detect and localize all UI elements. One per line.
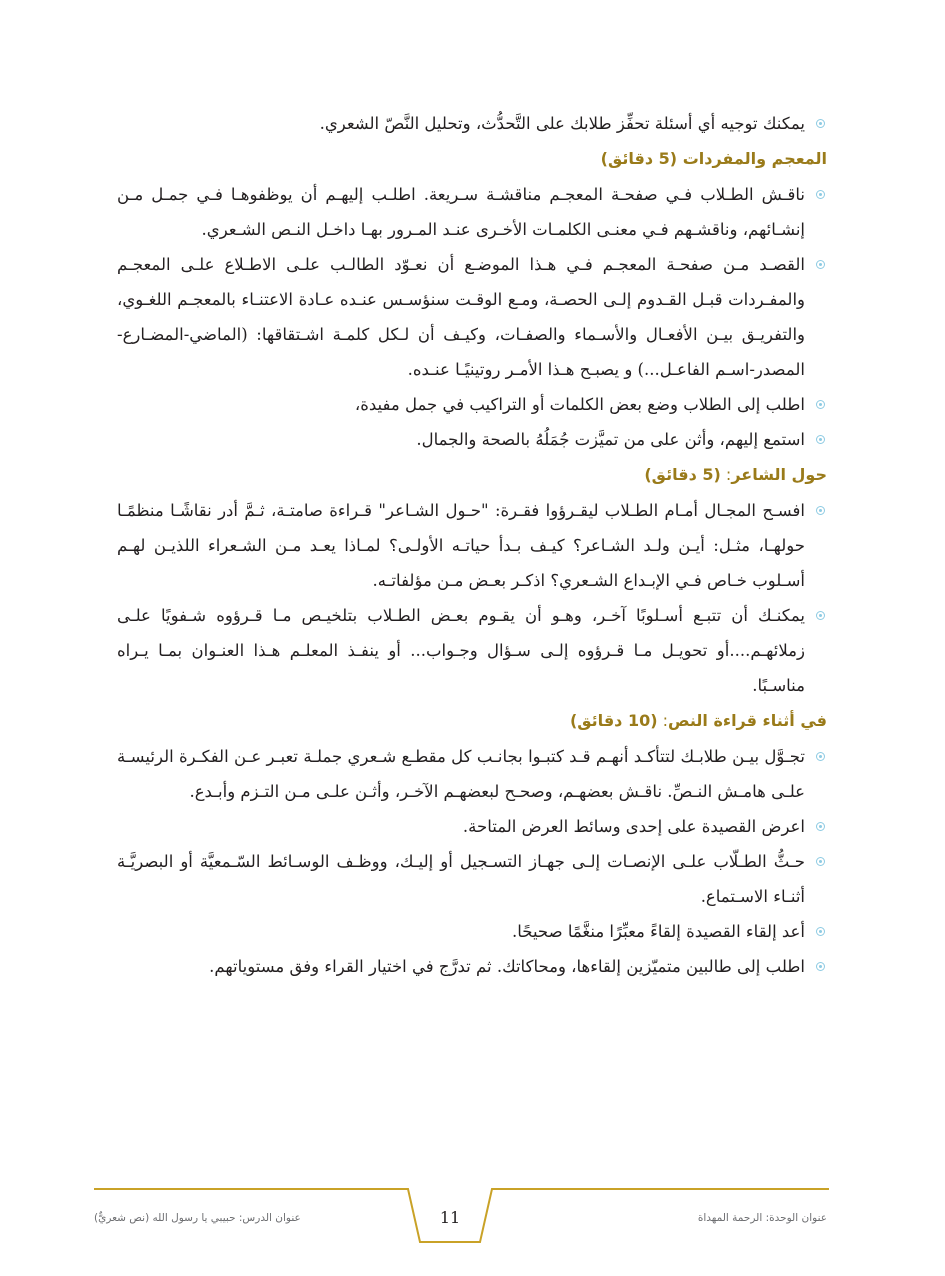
bullet-circle-icon [816,119,825,128]
bullet-item [117,422,827,457]
bullet-circle-icon [816,506,825,515]
bullet-circle-icon [816,190,825,199]
item-text: ناقـش الطـلاب فـي صفحـة المعجـم مناقشـة سـريعة. اطلـب إليهـم أن يوظفوهـا فـي جمـل مـن إنشـائهم، وناقشـهم فـي معنـى الكلمـات الأخـرى عنـد المـرور بهـا داخـل النـص الشـعري. [117,185,805,239]
page-footer [0,1180,945,1250]
bullet-item [117,106,827,141]
item-text: اعرض القصيدة على إحدى وسائط العرض المتاحة. [462,817,805,836]
section-heading-vocabulary [117,141,827,177]
bullet-item [117,493,827,598]
heading-time: (5 دقائق) [600,149,678,168]
bullet-circle-icon [816,927,825,936]
item-text: حـثُّ الطـلّاب علـى الإنصـات إلـى جهـاز التسـجيل أو إليـك، ووظـف الوسـائط السّـمعيَّة أو البصريَّـة أثنـاء الاسـتماع. [117,852,805,906]
bullet-circle-icon [816,400,825,409]
bullet-item [117,387,827,422]
heading-title: المعجم والمفردات [682,149,827,168]
section-heading-reading: في أثناء قراءة النص: (10 دقائق) [569,711,827,730]
item-text: اطلب إلى الطلاب وضع بعض الكلمات أو التراكيب في جمل مفيدة، [354,395,805,414]
item-text: يمكنك توجيه أي أسئلة تحفِّز طلابك على التَّحدُّث، وتحليل النَّصّ الشعري. [319,114,805,133]
heading-title: في أثناء قراءة النص [668,711,827,730]
heading-time: (5 دقائق) [644,465,721,484]
lesson-title: عنوان الدرس: حبيبي يا رسول الله (نص شعريٌّ) [94,1212,301,1224]
item-text: اطلب إلى طالبين متميّزين إلقاءها، ومحاكاتك. ثم تدرَّج في اختيار القراء وفق مستوياتهم. [209,957,805,976]
bullet-item [117,914,827,949]
bullet-circle-icon [816,260,825,269]
page-content [117,106,827,984]
bullet-item [117,809,827,844]
item-text: تجـوَّل بيـن طلابـك لتتأكـد أنهـم قـد كتبـوا بجانـب كل مقطـع شـعري جملـة تعبـر عـن الفكـرة الرئيسـة علـى هامـش النـصِّ. ناقـش بعضهـم، وصحـح لبعضهـم الآخـر، وأثـن علـى مـن التـزم وأبـدع. [117,747,805,801]
bullet-item [117,247,827,387]
item-text: القصـد مـن صفحـة المعجـم فـي هـذا الموضـع أن نعـوّد الطالـب علـى الاطـلاع علـى المعجـم والمفـردات قبـل القـدوم إلـى الحصـة، ومـع الوقـت سنؤسـس عنـده عـادة الاعتنـاء بالمعجـم اللغـوي، والتفريـق بيـن الأفعـال والأسـماء والصفـات، وكيـف أن لـكل كلمـة اشـتقاقها: (الماضي-المضـارع-المصدر-اسـم الفاعـل...) و يصبـح هـذا الأمـر روتينيًـا عنـده. [117,255,805,379]
bullet-circle-icon [816,752,825,761]
item-text: يمكنـك أن تتبـع أسـلوبًا آخـر، وهـو أن يقـوم بعـض الطـلاب بتلخيـص مـا قـرؤوه شـفويًا علـى زملائهـم....أو تحويـل مـا قـرؤوه إلـى سـؤال وجـواب... أو ينفـذ المعلـم هـذا العنـوان بمـا يـراه مناسـبًا. [117,606,805,695]
bullet-item [117,598,827,703]
page-number: 11 [439,1208,461,1227]
bullet-circle-icon [816,822,825,831]
bullet-circle-icon [816,962,825,971]
section-heading-about-poet: حول الشاعر: (5 دقائق) [644,465,827,484]
bullet-circle-icon [816,857,825,866]
item-text: استمع إليهم، وأثن على من تميَّزت جُمَلُهُ بالصحة والجمال. [416,430,805,449]
bullet-circle-icon [816,435,825,444]
bullet-item [117,739,827,809]
item-text: أعد إلقاء القصيدة إلقاءً معبِّرًا منغَّمًا صحيحًا. [512,922,805,941]
bullet-item [117,844,827,914]
bullet-item [117,177,827,247]
bullet-circle-icon [816,611,825,620]
item-text: افسـح المجـال أمـام الطـلاب ليقـرؤوا فقـرة: "حـول الشـاعر" قـراءة صامتـة، ثـمَّ أدر نقاشًـا منظمًـا حولهـا، مثـل: أيـن ولـد الشـاعر؟ كيـف بـدأ حياتـه الأولـى؟ لمـاذا يعـد مـن الشـعراء اللذيـن لهـم أسـلوب خـاص فـي الإبـداع الشـعري؟ اذكـر بعـض مـن مؤلفاتـه. [117,501,805,590]
heading-time: (10 دقائق) [569,711,658,730]
bullet-item [117,949,827,984]
heading-title: حول الشاعر [731,465,827,484]
unit-title: عنوان الوحدة: الرحمة المهداة [697,1212,827,1224]
